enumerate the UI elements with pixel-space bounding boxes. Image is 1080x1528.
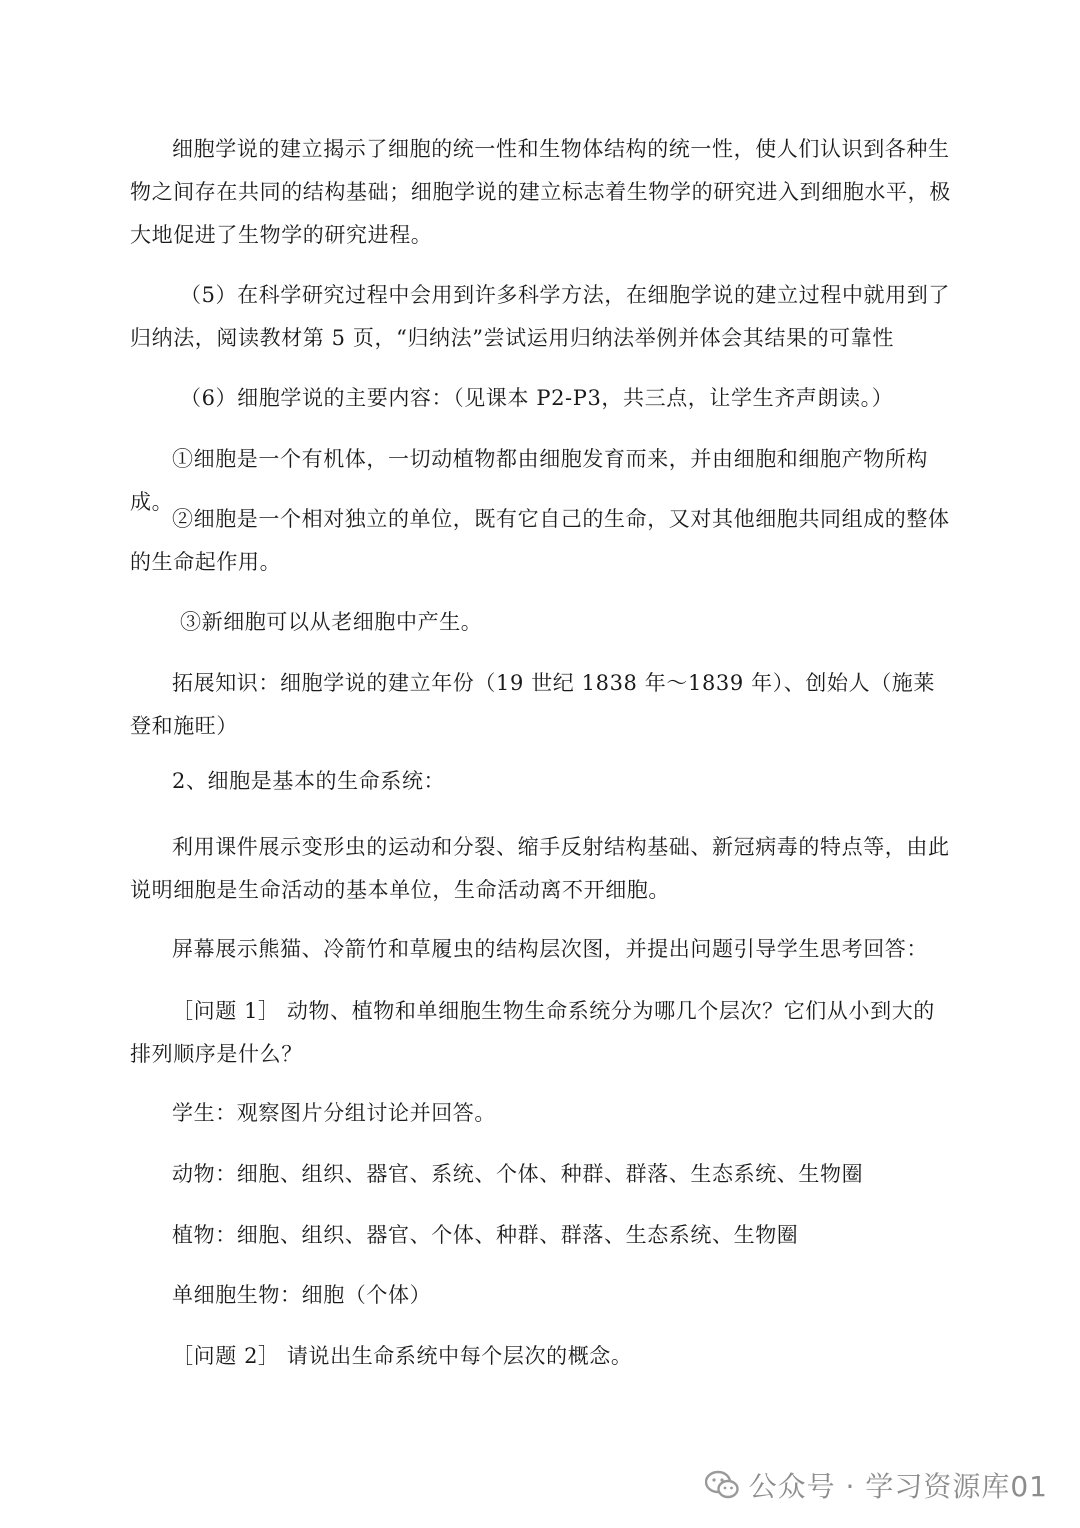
paragraph-unicellular-levels: 单细胞生物：细胞（个体） bbox=[172, 1283, 432, 1307]
paragraph-scientific-method: （5）在科学研究过程中会用到许多科学方法，在细胞学说的建立过程中就用到了归纳法，阅读教材第 5 页，“归纳法”尝试运用归纳法举例并体会其结果的可靠性 bbox=[130, 283, 950, 350]
watermark-text: 公众号 · 学习资源库01 bbox=[748, 1470, 1048, 1503]
paragraph-animal-levels: 动物：细胞、组织、器官、系统、个体、种群、群落、生态系统、生物圈 bbox=[172, 1162, 864, 1186]
paragraph-point-2: ②细胞是一个相对独立的单位，既有它自己的生命，又对其他细胞共同组成的整体的生命起作用。 bbox=[130, 507, 950, 574]
watermark bbox=[705, 1463, 1048, 1507]
section-heading-life-system: 2、细胞是基本的生命系统： bbox=[172, 769, 446, 793]
paragraph-main-content-heading: （6）细胞学说的主要内容：（见课本 P2-P3，共三点，让学生齐声朗读。） bbox=[180, 386, 894, 410]
wechat-icon bbox=[705, 1470, 739, 1500]
paragraph-point-3: ③新细胞可以从老细胞中产生。 bbox=[180, 610, 483, 634]
paragraph-extended-knowledge: 拓展知识：细胞学说的建立年份（19 世纪 1838 年～1839 年）、创始人（施莱登和施旺） bbox=[130, 671, 936, 738]
paragraph-point-1: ①细胞是一个有机体，一切动植物都由细胞发育而来，并由细胞和细胞产物所构成。 bbox=[130, 447, 928, 514]
paragraph-question-1: ［问题 1］ 动物、植物和单细胞生物生命系统分为哪几个层次？它们从小到大的排列顺序是什么？ bbox=[130, 999, 935, 1066]
paragraph-screen-display: 屏幕展示熊猫、冷箭竹和草履虫的结构层次图，并提出问题引导学生思考回答： bbox=[172, 937, 928, 961]
paragraph-cell-theory-significance: 细胞学说的建立揭示了细胞的统一性和生物体结构的统一性，使人们认识到各种生物之间存在共同的结构基础；细胞学说的建立标志着生物学的研究进入到细胞水平，极大地促进了生物学的研究进程。 bbox=[130, 137, 951, 247]
paragraph-courseware: 利用课件展示变形虫的运动和分裂、缩手反射结构基础、新冠病毒的特点等，由此说明细胞是生命活动的基本单位，生命活动离不开细胞。 bbox=[130, 835, 950, 902]
paragraph-student-activity: 学生：观察图片分组讨论并回答。 bbox=[172, 1101, 496, 1125]
paragraph-question-2: ［问题 2］ 请说出生命系统中每个层次的概念。 bbox=[172, 1344, 633, 1368]
paragraph-plant-levels: 植物：细胞、组织、器官、个体、种群、群落、生态系统、生物圈 bbox=[172, 1223, 799, 1247]
